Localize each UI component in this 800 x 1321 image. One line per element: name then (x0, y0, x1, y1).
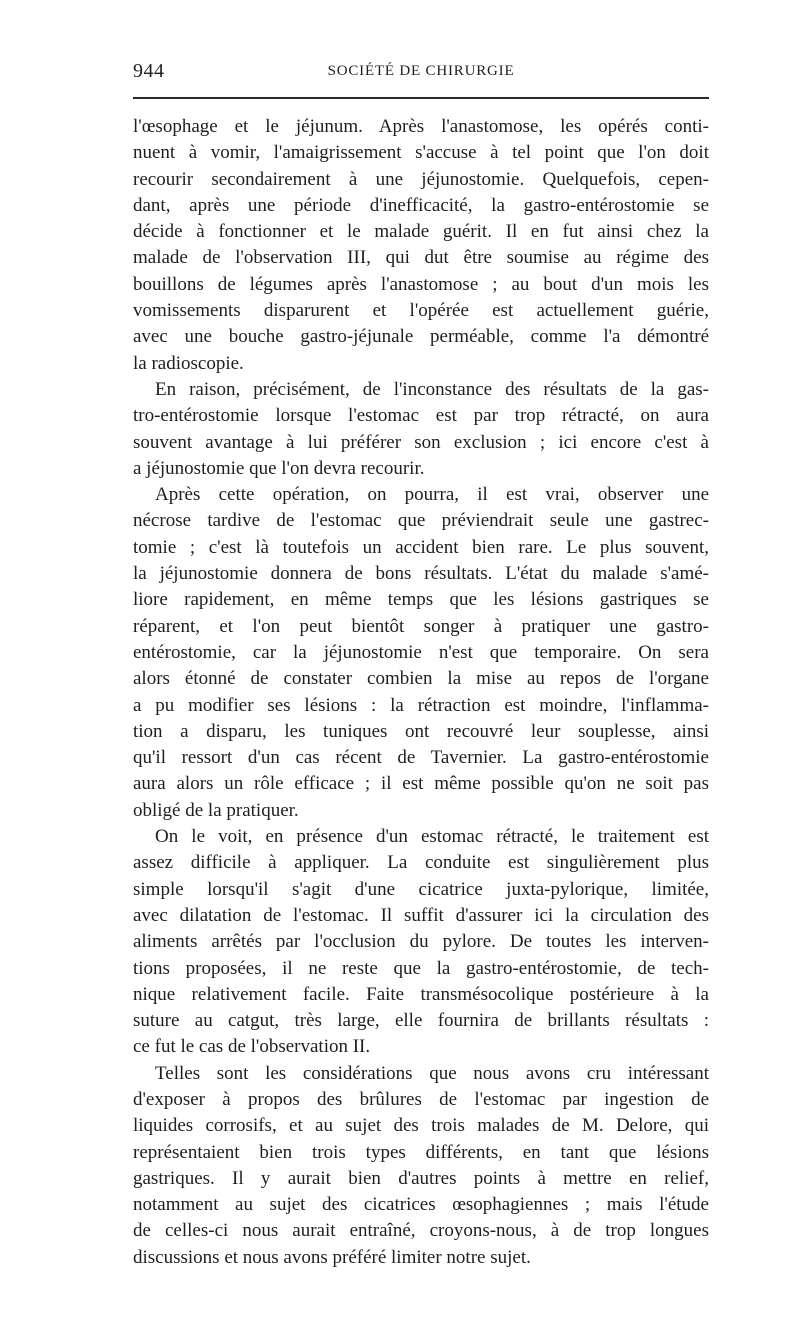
text-line: liquides corrosifs, et au sujet des trois malades de M. Delore, qui (133, 1115, 709, 1137)
text-line: bouillons de légumes après l'anastomose ; au bout d'un mois les (133, 273, 709, 295)
text-line: Telles sont les considérations que nous avons cru intéressant (155, 1062, 709, 1084)
text-line: aliments arrêtés par l'occlusion du pylore. De toutes les interven- (133, 931, 709, 953)
text-line: assez difficile à appliquer. La conduite est singulièrement plus (133, 852, 709, 874)
text-line: En raison, précisément, de l'inconstance des résultats de la gas- (155, 378, 709, 400)
text-line: nuent à vomir, l'amaigrissement s'accuse à tel point que l'on doit (133, 142, 709, 164)
page-header (133, 60, 709, 90)
text-line: la jéjunostomie donnera de bons résultats. L'état du malade s'amé- (133, 563, 709, 585)
text-line: liore rapidement, en même temps que les lésions gastriques se (133, 589, 709, 611)
text-line: discussions et nous avons préféré limiter notre sujet. (133, 1246, 531, 1268)
text-line: obligé de la pratiquer. (133, 799, 299, 821)
text-line: souvent avantage à lui préférer son exclusion ; ici encore c'est à (133, 431, 709, 453)
paragraph (133, 114, 709, 377)
text-line: suture au catgut, très large, elle fournira de brillants résultats : (133, 1010, 709, 1032)
text-line: tomie ; c'est là toutefois un accident bien rare. Le plus souvent, (133, 536, 709, 558)
paragraph (133, 482, 709, 824)
text-line: recourir secondairement à une jéjunostomie. Quelquefois, cepen- (133, 168, 709, 190)
text-line: tion a disparu, les tuniques ont recouvré leur souplesse, ainsi (133, 720, 709, 742)
paragraph (133, 824, 709, 1061)
text-line: nécrose tardive de l'estomac que préviendrait seule une gastrec- (133, 510, 709, 532)
text-line: simple lorsqu'il s'agit d'une cicatrice juxta-pylorique, limitée, (133, 878, 709, 900)
text-line: de celles-ci nous aurait entraîné, croyons-nous, à de trop longues (133, 1220, 709, 1242)
text-line: aura alors un rôle efficace ; il est même possible qu'on ne soit pas (133, 773, 709, 795)
text-line: représentaient bien trois types différents, en tant que lésions (133, 1141, 709, 1163)
text-line: dant, après une période d'inefficacité, la gastro-entérostomie se (133, 194, 709, 216)
paragraph (133, 1061, 709, 1271)
text-line: nique relativement facile. Faite transmésocolique postérieure à la (133, 983, 709, 1005)
text-line: gastriques. Il y aurait bien d'autres points à mettre en relief, (133, 1167, 709, 1189)
text-line: vomissements disparurent et l'opérée est actuellement guérie, (133, 300, 709, 322)
text-line: d'exposer à propos des brûlures de l'estomac par ingestion de (133, 1088, 709, 1110)
paragraph (133, 377, 709, 482)
text-line: a pu modifier ses lésions : la rétraction est moindre, l'inflamma- (133, 694, 709, 716)
running-head: SOCIÉTÉ DE CHIRURGIE (327, 63, 515, 79)
header-rule (133, 97, 709, 99)
text-line: l'œsophage et le jéjunum. Après l'anastomose, les opérés conti- (133, 116, 709, 137)
text-line: alors étonné de constater combien la mise au repos de l'organe (133, 668, 709, 690)
text-line: avec dilatation de l'estomac. Il suffit d'assurer ici la circulation des (133, 904, 709, 926)
text-line: ce fut le cas de l'observation II. (133, 1036, 371, 1058)
text-line: réparent, et l'on peut bientôt songer à pratiquer une gastro- (133, 615, 709, 637)
text-line: malade de l'observation III, qui dut être soumise au régime des (133, 247, 709, 269)
text-line: tro-entérostomie lorsque l'estomac est par trop rétracté, on aura (133, 405, 709, 427)
page-number: 944 (133, 60, 165, 82)
text-line: la radioscopie. (133, 352, 244, 374)
text-line: tions proposées, il ne reste que la gastro-entérostomie, de tech- (133, 957, 709, 979)
text-line: a jéjunostomie que l'on devra recourir. (133, 457, 425, 479)
text-line: Après cette opération, on pourra, il est vrai, observer une (155, 484, 709, 506)
text-line: On le voit, en présence d'un estomac rétracté, le traitement est (155, 826, 709, 848)
body-text (133, 114, 709, 1271)
text-line: entérostomie, car la jéjunostomie n'est que temporaire. On sera (133, 641, 709, 663)
text-line: notamment au sujet des cicatrices œsophagiennes ; mais l'étude (133, 1194, 709, 1216)
text-line: avec une bouche gastro-jéjunale perméable, comme l'a démontré (133, 326, 709, 348)
text-line: qu'il ressort d'un cas récent de Tavernier. La gastro-entérostomie (133, 747, 709, 769)
text-line: décide à fonctionner et le malade guérit. Il en fut ainsi chez la (133, 221, 709, 243)
